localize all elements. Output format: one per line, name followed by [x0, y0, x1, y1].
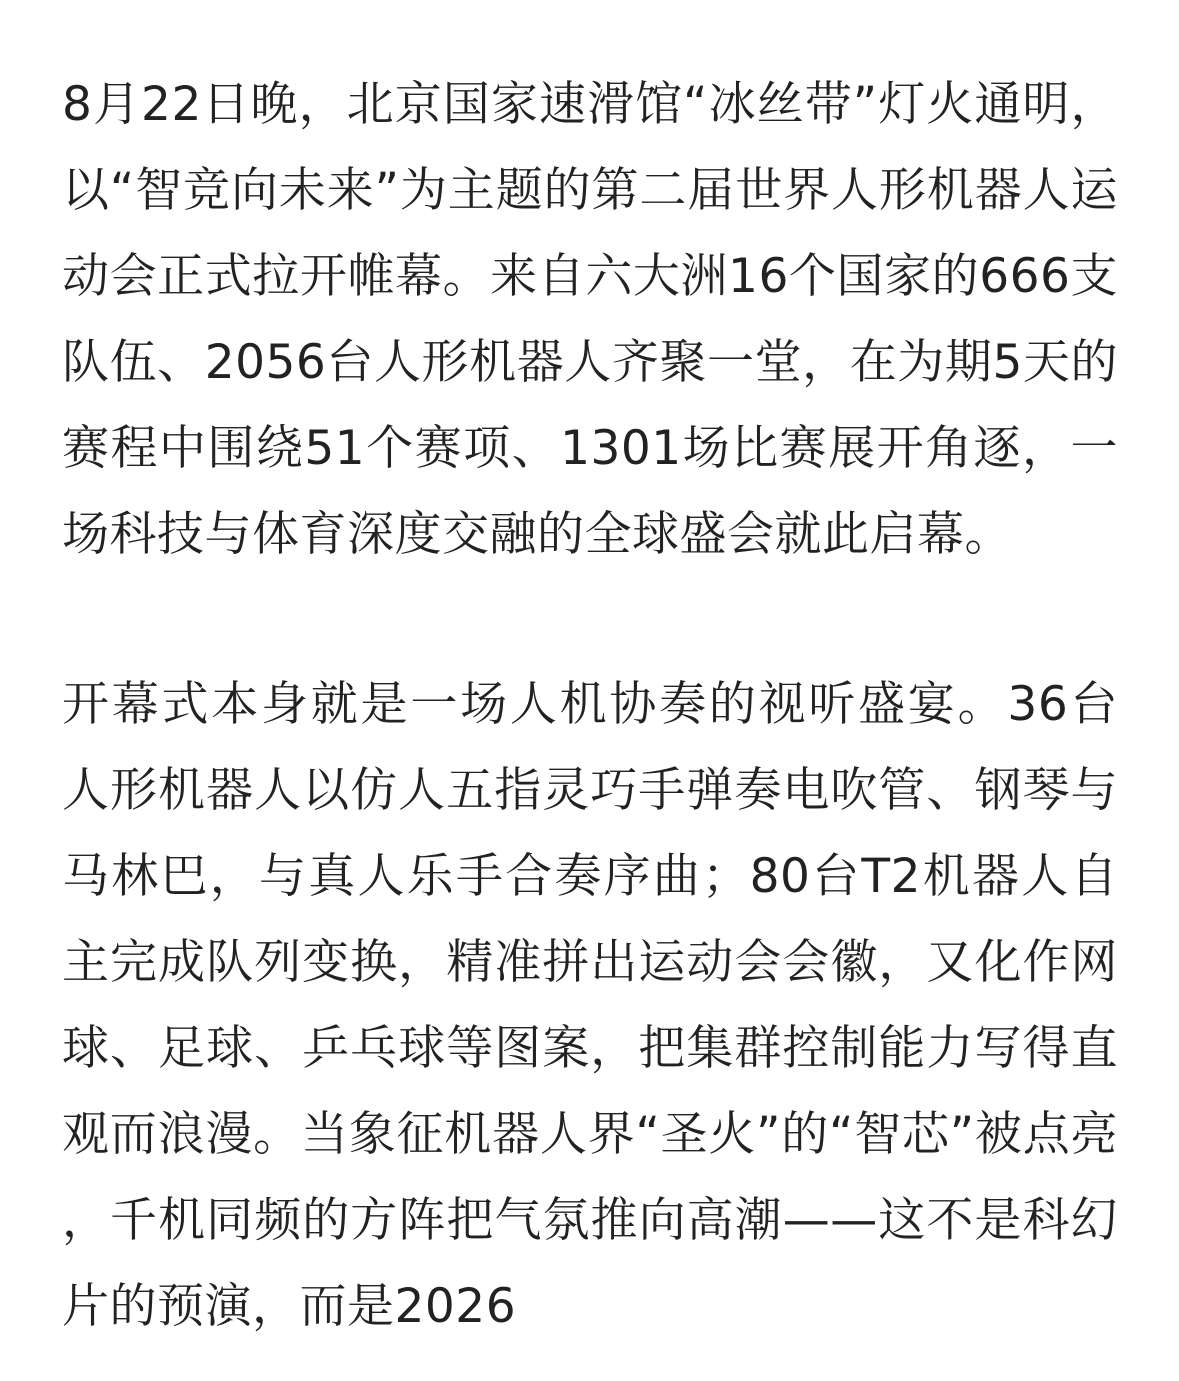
article-paragraph-2: 开幕式本身就是一场人机协奏的视听盛宴。36台人形机器人以仿人五指灵巧手弹奏电吹管、钢琴与马林巴，与真人乐手合奏序曲；80台T2机器人自主完成队列变换，精准拼出运动会会徽，又化作网球、足球、乒乓球等图案，把集群控制能力写得直观而浪漫。当象征机器人界“圣火”的“智芯”被点亮，千机同频的方阵把气氛推向高潮——这不是科幻片的预演，而是2026	[62, 677, 1118, 1334]
article-body	[62, 62, 1118, 1350]
article-paragraph-1: 8月22日晚，北京国家速滑馆“冰丝带”灯火通明，以“智竞向未来”为主题的第二届世界人形机器人运动会正式拉开帷幕。来自六大洲16个国家的666支队伍、2056台人形机器人齐聚一堂，在为期5天的赛程中围绕51个赛项、1301场比赛展开角逐，一场科技与体育深度交融的全球盛会就此启幕。	[62, 77, 1118, 562]
